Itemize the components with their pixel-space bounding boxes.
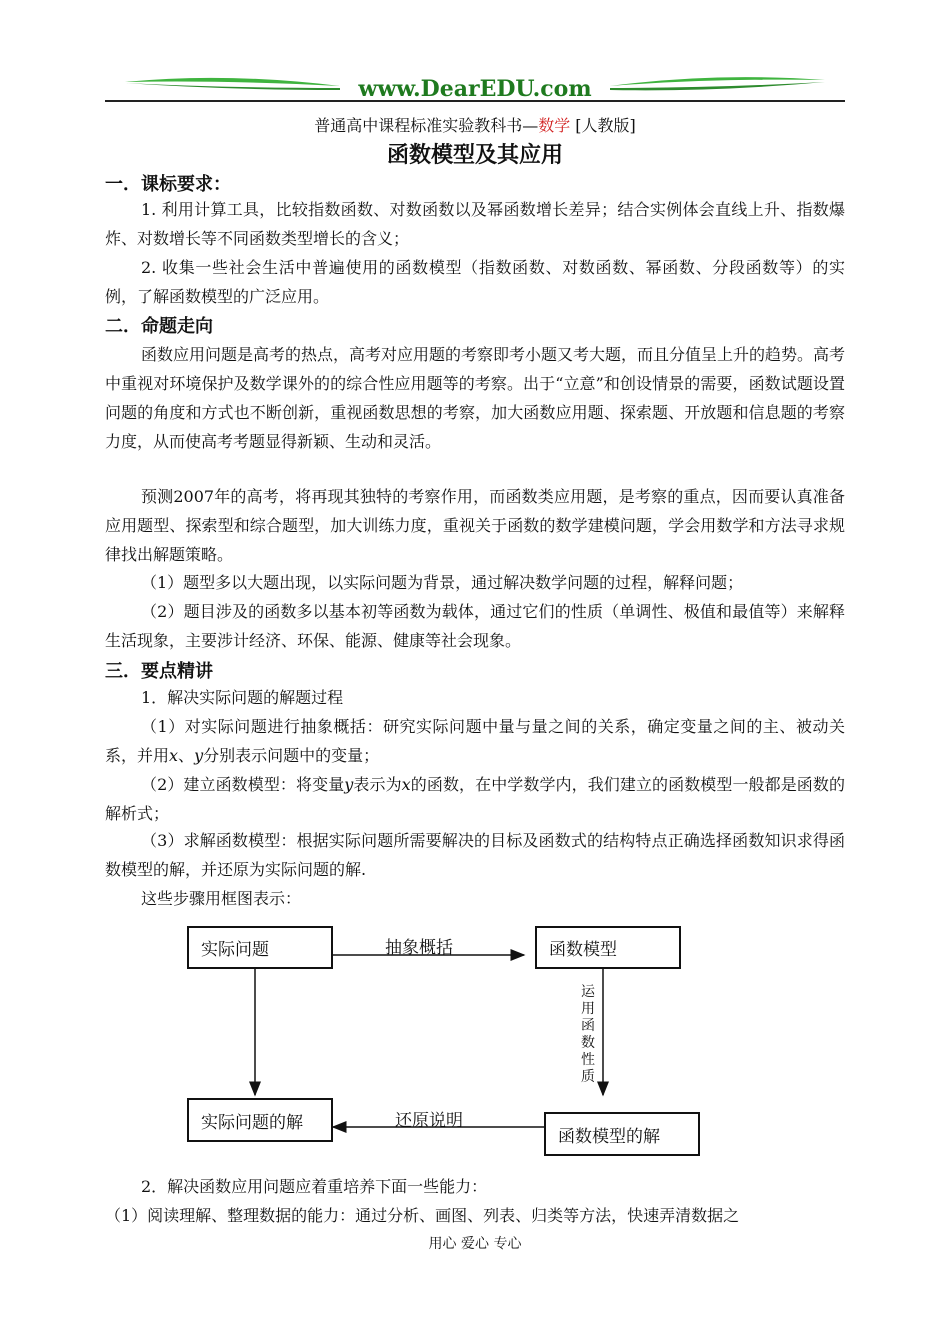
var-x: x (169, 746, 179, 765)
section-3-step-3: （3）求解函数模型：根据实际问题所需要解决的目标及函数式的结构特点正确选择函数知识求得函数模型的解，并还原为实际问题的解. (105, 831, 845, 879)
section-2-paragraph-2: 预测2007年的高考，将再现其独特的考察作用，而函数类应用题，是考察的重点，因而要认真准备应用题型、探索型和综合题型，加大训练力度，重视关于函数的数学建模问题，学会用数学和方法寻求规律找出解题策略。 (105, 487, 845, 564)
section-2-item-2: （2）题目涉及的函数多以基本初等函数为载体，通过它们的性质（单调性、极值和最值等）来解释生活现象，主要涉计经济、环保、能源、健康等社会现象。 (105, 602, 845, 650)
section-2-paragraph-1: 函数应用问题是高考的热点，高考对应用题的考察即考小题又考大题，而且分值呈上升的趋势。高考中重视对环境保护及数学课外的的综合性应用题等的考察。出于“立意”和创设情景的需要，函数试题设置问题的角度和方式也不断创新，重视函数思想的考察，加大函数应用题、探索题、开放题和信息题的考察力度，从而使高考考题显得新颖、生动和灵活。 (105, 345, 846, 451)
var-y: y (194, 746, 204, 765)
label-use-properties (580, 984, 596, 1086)
page-title: 函数模型及其应用 (386, 142, 563, 168)
section-1-paragraph-2: 2. 收集一些社会生活中普遍使用的函数模型（指数函数、对数函数、幂函数、分段函数等）的实例，了解函数模型的广泛应用。 (105, 258, 845, 306)
subtitle-suffix: [人教版] (570, 116, 636, 135)
logo-text: www.DearEDU.com (358, 76, 592, 102)
step-2-text-mid: 表示为 (353, 775, 402, 794)
box-model-solution: 函数模型的解 (544, 1112, 700, 1156)
step-1-sep: 、 (178, 746, 195, 765)
section-2-item-1: （1）题型多以大题出现，以实际问题为背景，通过解决数学问题的过程，解释问题； (141, 573, 744, 592)
step-1-text-b: 分别表示问题中的变量； (203, 746, 380, 765)
step-2-text-a: （2）建立函数模型：将变量 (141, 775, 345, 794)
step-2-text-b: 的函数，在中学数学内，我们建立的函数模型一般都是函数的解析式； (105, 775, 845, 823)
label-char: 性 (581, 1052, 595, 1068)
var-x: x (401, 775, 411, 794)
subtitle-subject: 数学 (538, 116, 571, 135)
label-char: 函 (581, 1018, 595, 1034)
label-char: 运 (581, 984, 595, 1000)
section-1-paragraph-1: 1. 利用计算工具，比较指数函数、对数函数以及幂函数增长差异；结合实例体会直线上升、指数爆炸、对数增长等不同函数类型增长的含义； (105, 200, 845, 248)
section-1-heading: 一．课标要求： (105, 174, 231, 195)
label-char: 数 (581, 1035, 595, 1051)
label-abstract: 抽象概括 (385, 938, 453, 958)
section-3-step-title: 1．解决实际问题的解题过程 (141, 688, 344, 707)
section-3-abilities-title: 2．解决函数应用问题应着重培养下面一些能力： (141, 1177, 488, 1196)
box-real-solution: 实际问题的解 (187, 1098, 333, 1142)
subtitle-prefix: 普通高中课程标准实验教科书— (314, 116, 539, 135)
label-restore: 还原说明 (395, 1111, 463, 1131)
section-2-heading: 二．命题走向 (105, 316, 213, 337)
section-3-heading: 三．要点精讲 (105, 661, 213, 682)
var-y: y (344, 775, 354, 794)
flowchart-intro: 这些步骤用框图表示： (141, 889, 302, 908)
section-3-ability-1: （1）阅读理解、整理数据的能力：通过分析、画图、列表、归类等方法，快速弄清数据之 (105, 1206, 740, 1225)
box-real-problem: 实际问题 (187, 926, 333, 969)
step-1-text-a: （1）对实际问题进行抽象概括：研究实际问题中量与量之间的关系，确定变量之间的主、被动关系，并用 (105, 717, 845, 765)
label-char: 质 (581, 1069, 595, 1085)
label-char: 用 (581, 1001, 595, 1017)
box-function-model: 函数模型 (535, 926, 681, 969)
page-footer: 用心 爱心 专心 (428, 1236, 522, 1252)
